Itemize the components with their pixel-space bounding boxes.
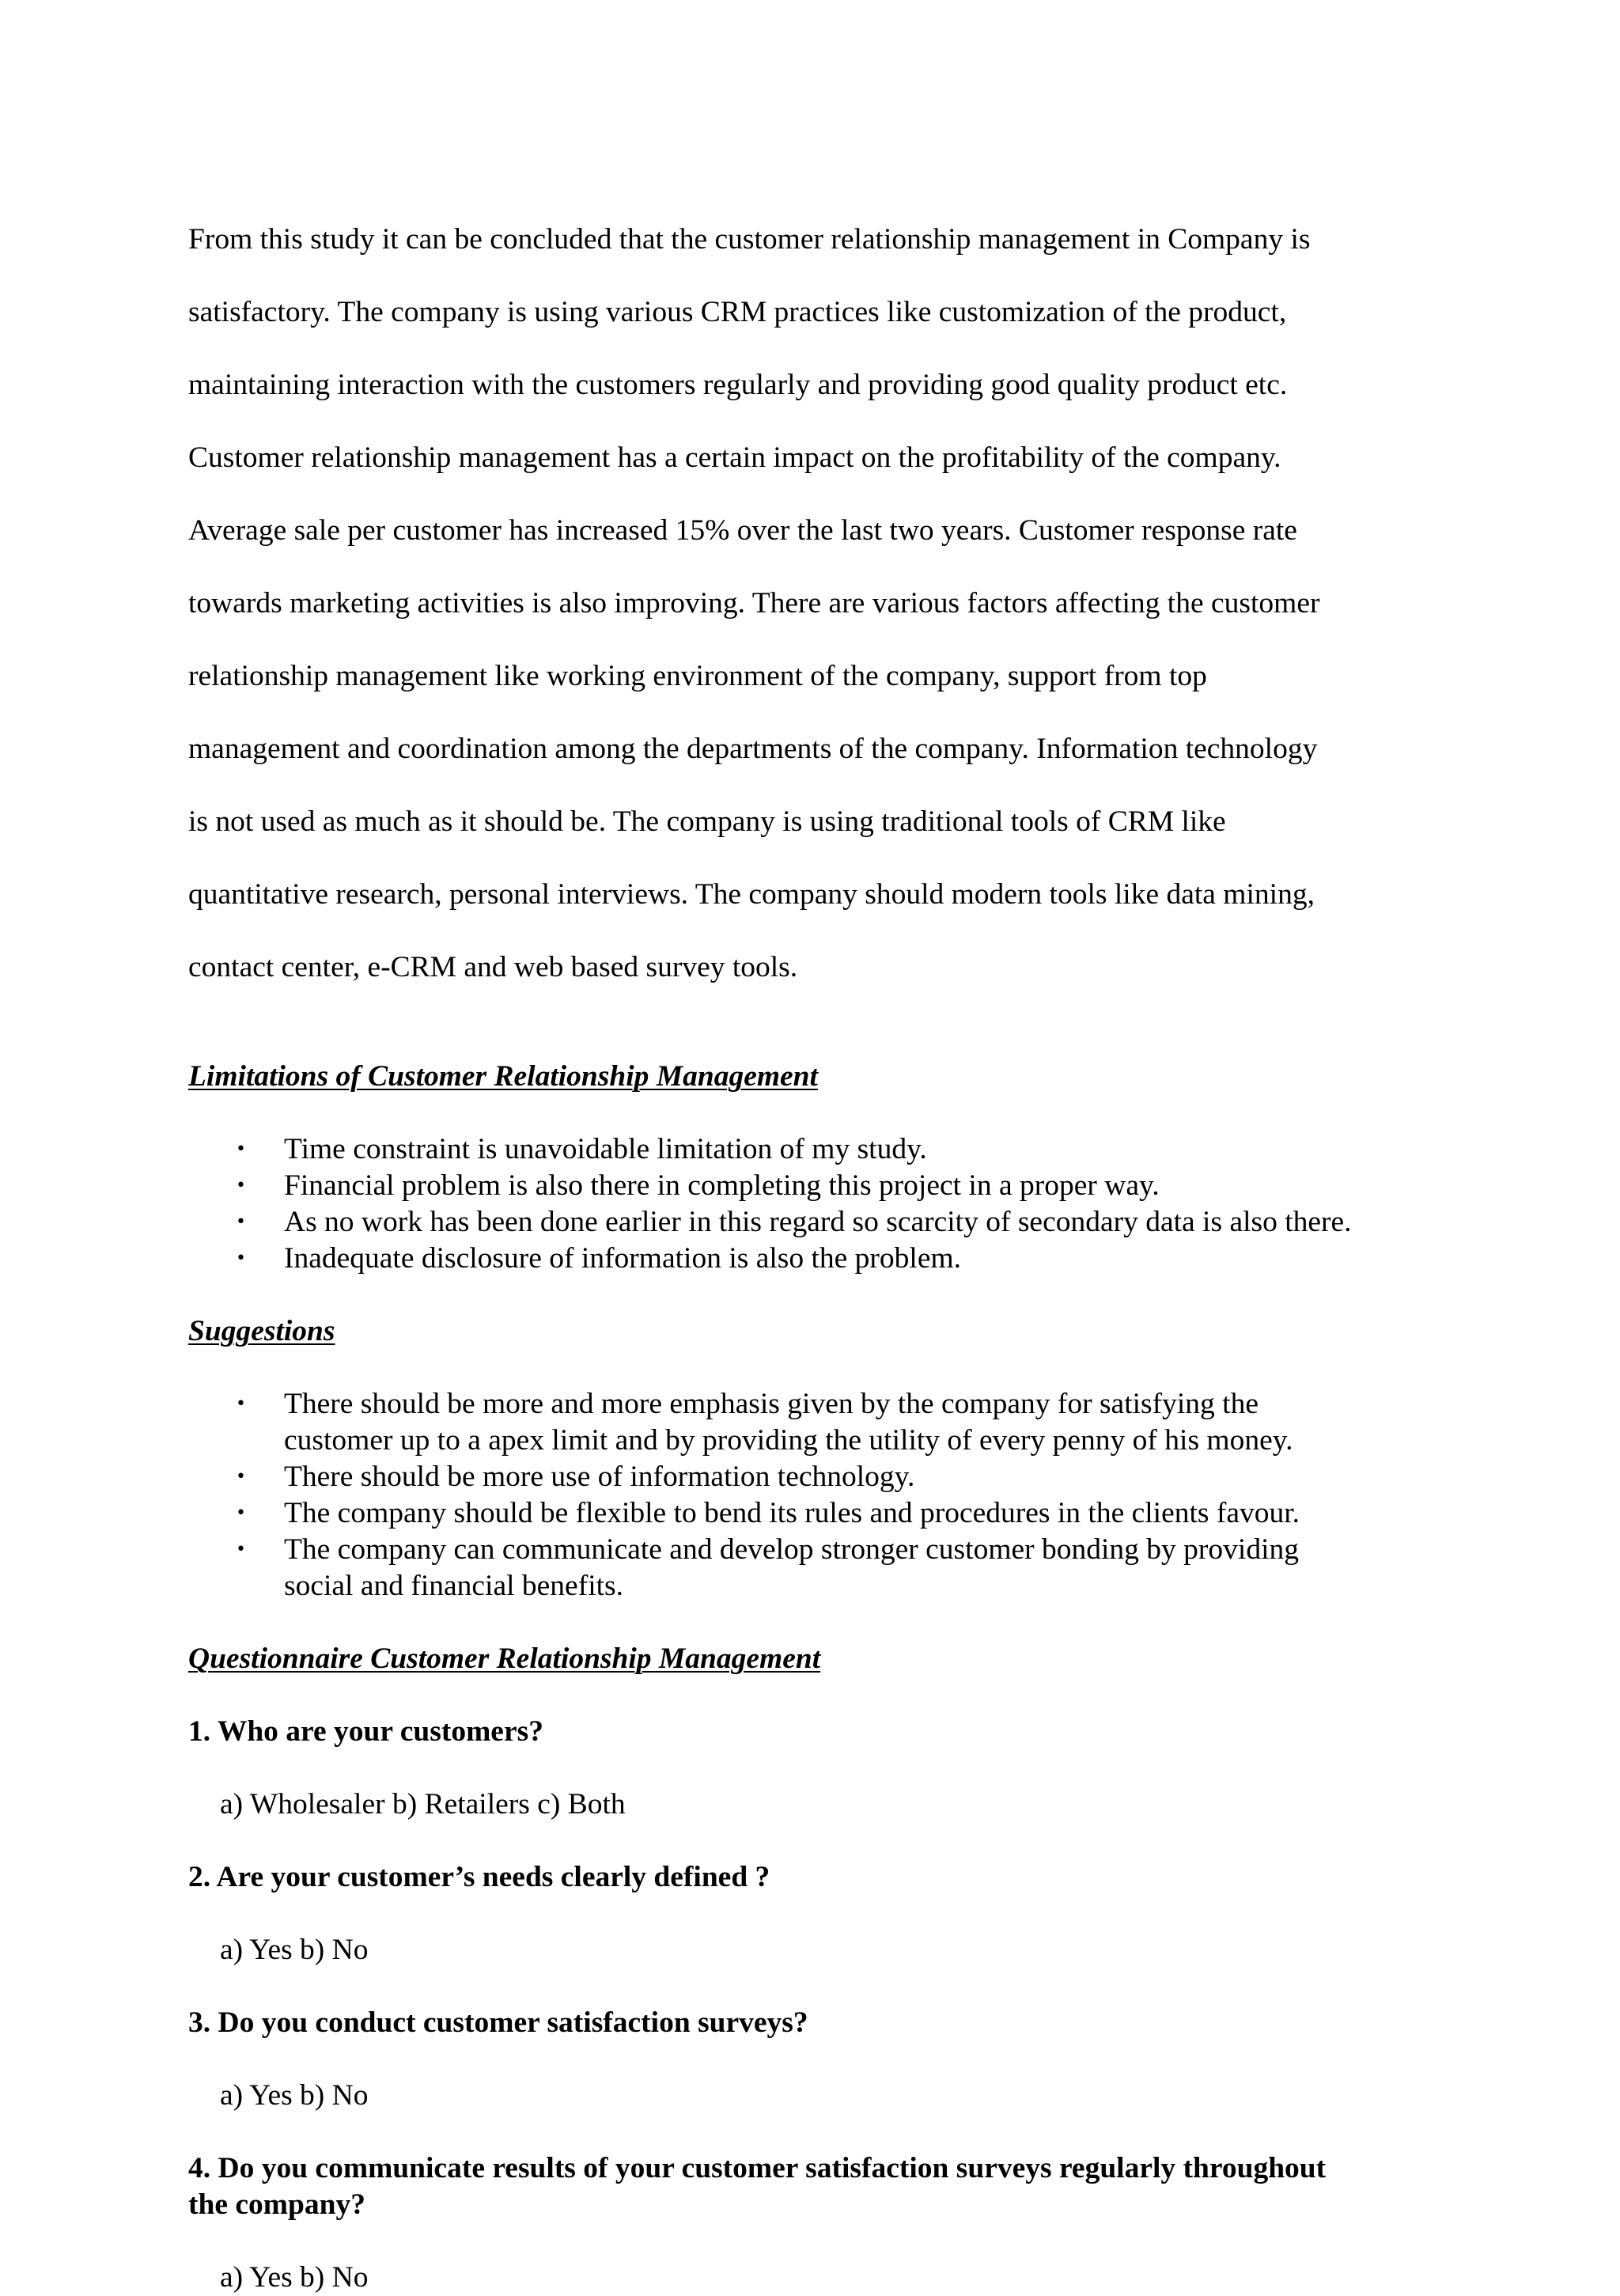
suggestions-list <box>188 1386 1438 1605</box>
list-item-text: The company should be flexible to bend its rules and procedures in the clients favour. <box>284 1497 1300 1529</box>
bullet-icon: • <box>236 1212 246 1232</box>
suggestions-heading: Suggestions <box>188 1315 335 1347</box>
bullet-icon: • <box>236 1503 246 1523</box>
list-item <box>188 1495 1438 1532</box>
intro-line: maintaining interaction with the customers regularly and providing good quality product etc. <box>188 369 1288 401</box>
intro-line: Average sale per customer has increased 15% over the last two years. Customer response rate <box>188 514 1297 547</box>
intro-line: satisfactory. The company is using various CRM practices like customization of the product, <box>188 296 1287 328</box>
question-2: 2. Are your customer’s needs clearly defined ? <box>188 1861 770 1893</box>
limitations-heading: Limitations of Customer Relationship Management <box>188 1060 818 1093</box>
question-4: 4. Do you communicate results of your customer satisfaction surveys regularly throughout the company? <box>188 2152 1327 2221</box>
list-item <box>188 1459 1438 1495</box>
question-1: 1. Who are your customers? <box>188 1715 543 1748</box>
question-3: 3. Do you conduct customer satisfaction surveys? <box>188 2006 808 2039</box>
intro-line: management and coordination among the departments of the company. Information technology <box>188 733 1318 765</box>
list-item-text: Inadequate disclosure of information is also the problem. <box>284 1242 962 1275</box>
intro-line: is not used as much as it should be. The company is using traditional tools of CRM like <box>188 805 1226 838</box>
list-item <box>188 1131 1438 1168</box>
list-item-text: Time constraint is unavoidable limitation of my study. <box>284 1133 927 1165</box>
list-item <box>188 1532 1438 1605</box>
questionnaire-heading: Questionnaire Customer Relationship Management <box>188 1642 821 1675</box>
list-item <box>188 1241 1438 1277</box>
answer-options-2: a) Yes b) No <box>220 1934 369 1966</box>
list-item <box>188 1386 1438 1459</box>
bullet-icon: • <box>236 1540 246 1559</box>
intro-line: quantitative research, personal interviews. The company should modern tools like data mining, <box>188 878 1315 911</box>
bullet-icon: • <box>236 1467 246 1487</box>
bullet-icon: • <box>236 1248 246 1268</box>
list-item-text: There should be more and more emphasis given by the company for satisfying the customer up to a apex limit and by providing the utility of every penny of his money. <box>284 1388 1293 1457</box>
list-item-text: Financial problem is also there in completing this project in a proper way. <box>284 1169 1160 1202</box>
intro-line: contact center, e-CRM and web based survey tools. <box>188 951 798 983</box>
list-item-text: The company can communicate and develop stronger customer bonding by providing social and financial benefits. <box>284 1533 1299 1602</box>
list-item <box>188 1168 1438 1204</box>
list-item-text: There should be more use of information technology. <box>284 1461 915 1493</box>
bullet-icon: • <box>236 1394 246 1414</box>
answer-options-1: a) Wholesaler b) Retailers c) Both <box>220 1788 626 1821</box>
list-item <box>188 1204 1438 1241</box>
list-item-text: As no work has been done earlier in this regard so scarcity of secondary data is also there. <box>284 1206 1352 1238</box>
intro-paragraph <box>188 185 1438 1022</box>
intro-line: Customer relationship management has a certain impact on the profitability of the company. <box>188 441 1281 474</box>
intro-line: towards marketing activities is also improving. There are various factors affecting the customer <box>188 587 1320 619</box>
bullet-icon: • <box>236 1176 246 1195</box>
limitations-list <box>188 1131 1438 1277</box>
intro-line: relationship management like working environment of the company, support from top <box>188 660 1207 692</box>
document-page <box>188 185 1438 2296</box>
bullet-icon: • <box>236 1139 246 1159</box>
intro-line: From this study it can be concluded that the customer relationship management in Company is <box>188 223 1311 256</box>
answer-options-4: a) Yes b) No <box>220 2261 369 2294</box>
answer-options-3: a) Yes b) No <box>220 2079 369 2112</box>
